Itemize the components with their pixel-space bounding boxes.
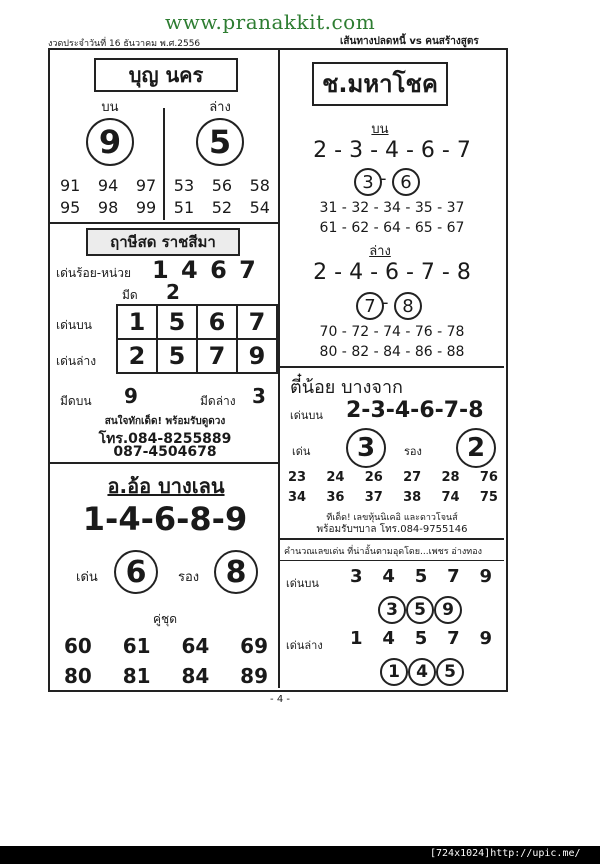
oraor-main: 1-4-6-8-9 bbox=[82, 500, 248, 538]
teenoi-num: 76 bbox=[479, 470, 498, 485]
chor-title: ช.มหาโชค bbox=[312, 62, 448, 106]
site-url: www.pranakkit.com bbox=[165, 10, 376, 34]
petch-bon-circles bbox=[378, 596, 462, 624]
teenoi-num: 26 bbox=[364, 470, 383, 485]
boon-num: 56 bbox=[211, 176, 233, 195]
boon-num: 99 bbox=[135, 198, 157, 217]
teenoi-num: 37 bbox=[364, 490, 383, 505]
teenoi-note-2: พร้อมรับฯบาล โทร.084-9755146 bbox=[316, 524, 468, 535]
teenoi-num: 36 bbox=[326, 490, 345, 505]
boon-num: 97 bbox=[135, 176, 157, 195]
rusi-midbon-value: 9 bbox=[124, 384, 138, 408]
petch-bon-digits bbox=[350, 566, 492, 587]
teenoi-num: 24 bbox=[326, 470, 345, 485]
petch-bon-circle: 9 bbox=[434, 596, 462, 624]
rusi-bon-digit: 6 bbox=[197, 305, 237, 339]
oraor-num: 89 bbox=[240, 664, 268, 688]
petch-bon-digit: 3 bbox=[350, 566, 363, 587]
petch-lang-digit: 5 bbox=[414, 628, 428, 649]
rusi-bon-digit: 1 bbox=[117, 305, 157, 339]
chor-lang-main: 2 - 4 - 6 - 7 - 8 bbox=[313, 260, 471, 285]
boon-lang-circle: 5 bbox=[196, 118, 244, 166]
oraor-num: 69 bbox=[240, 634, 268, 658]
rusi-phone-2: 087-4504678 bbox=[113, 444, 217, 460]
chor-bon-circle-1: 3 bbox=[354, 168, 382, 196]
rusi-midbon-label: มีดบน bbox=[60, 394, 92, 408]
boon-num: 58 bbox=[249, 176, 270, 195]
teenoi-den-label: เด่น bbox=[292, 445, 311, 458]
chor-bon-row: 31 - 32 - 34 - 35 - 37 bbox=[319, 200, 465, 216]
oraor-den-circle: 6 bbox=[114, 550, 158, 594]
rusi-mid-label: มีด bbox=[122, 288, 138, 302]
teenoi-num: 74 bbox=[441, 490, 460, 505]
petch-bon-circle: 5 bbox=[406, 596, 434, 624]
teenoi-title: ตี๋น้อย บางจาก bbox=[290, 377, 403, 398]
teenoi-row-1 bbox=[288, 470, 498, 485]
boon-num: 52 bbox=[211, 198, 233, 217]
section-divider bbox=[280, 366, 504, 368]
petch-lang-circle: 1 bbox=[380, 658, 408, 686]
rusi-midlang-label: มีดล่าง bbox=[200, 394, 236, 408]
petch-bon-circle: 3 bbox=[378, 596, 406, 624]
petch-lang-digit: 1 bbox=[350, 628, 363, 649]
chor-dash: - bbox=[382, 292, 389, 313]
boon-num: 95 bbox=[60, 198, 81, 217]
rusi-bon-digit: 5 bbox=[157, 305, 197, 339]
boon-num: 53 bbox=[173, 176, 195, 195]
petch-lang-digit: 9 bbox=[479, 628, 492, 649]
column-divider bbox=[278, 50, 280, 688]
petch-lang-digits bbox=[350, 628, 492, 649]
section-divider bbox=[50, 462, 278, 464]
oraor-den-label: เด่น bbox=[76, 570, 98, 585]
rusi-grid bbox=[116, 304, 278, 374]
rusi-lang-digit: 7 bbox=[197, 339, 237, 373]
section-divider bbox=[280, 538, 504, 540]
rusi-phone-1: โทร.084-8255889 bbox=[98, 431, 232, 447]
chor-lang-circle-2: 8 bbox=[394, 292, 422, 320]
boon-lang-label: ล่าง bbox=[209, 100, 231, 115]
chor-bon-label: บน bbox=[371, 122, 389, 137]
rusi-lead-label: เด่นร้อย-หน่วย bbox=[56, 266, 131, 280]
boon-row-1 bbox=[60, 176, 270, 195]
chor-bon-main: 2 - 3 - 4 - 6 - 7 bbox=[313, 138, 471, 163]
teenoi-num: 23 bbox=[288, 470, 307, 485]
boon-bon-circle: 9 bbox=[86, 118, 134, 166]
oraor-num: 80 bbox=[64, 664, 92, 688]
petch-bon-digit: 9 bbox=[479, 566, 492, 587]
column-title: เส้นทางปลดหนี้ vs คนสร้างสูตร bbox=[340, 36, 479, 47]
boon-num: 54 bbox=[249, 198, 270, 217]
rusi-lead-digits: 1 4 6 7 bbox=[152, 256, 258, 284]
section-divider bbox=[50, 222, 278, 224]
petch-lang-label: เด่นล่าง bbox=[286, 639, 323, 652]
teenoi-denbon: 2-3-4-6-7-8 bbox=[346, 398, 484, 423]
petch-bon-digit: 4 bbox=[382, 566, 395, 587]
teenoi-num: 34 bbox=[288, 490, 307, 505]
petch-lang-digit: 4 bbox=[382, 628, 395, 649]
rusi-title: ฤาษีสด ราชสีมา bbox=[86, 228, 240, 256]
rusi-bon-digit: 7 bbox=[237, 305, 277, 339]
teenoi-num: 27 bbox=[403, 470, 422, 485]
boon-num: 94 bbox=[97, 176, 119, 195]
teenoi-den-circle: 3 bbox=[346, 428, 386, 468]
page-number: - 4 - bbox=[270, 694, 290, 705]
chor-dash: - bbox=[380, 168, 387, 189]
teenoi-num: 28 bbox=[441, 470, 460, 485]
petch-bon-digit: 5 bbox=[414, 566, 428, 587]
section-divider bbox=[280, 560, 504, 561]
chor-bon-circle-2: 6 bbox=[392, 168, 420, 196]
teenoi-rong-circle: 2 bbox=[456, 428, 496, 468]
petch-lang-circle: 5 bbox=[436, 658, 464, 686]
date-header: งวดประจำวันที่ 16 ธันวาคม พ.ศ.2556 bbox=[48, 39, 201, 49]
oraor-num: 60 bbox=[64, 634, 92, 658]
petch-title: คำนวณเลขเด่น ที่น่าอั้นตามอุดโดย...เพชร อ่างทอง bbox=[284, 547, 483, 557]
oraor-pair-label: คู่ชุด bbox=[153, 612, 177, 626]
oraor-num: 61 bbox=[122, 634, 151, 658]
rusi-lang-digit: 2 bbox=[117, 339, 157, 373]
oraor-rong-circle: 8 bbox=[214, 550, 258, 594]
oraor-num: 81 bbox=[122, 664, 151, 688]
chor-lang-label: ล่าง bbox=[369, 244, 391, 259]
chor-lang-circle-1: 7 bbox=[356, 292, 384, 320]
petch-bon-label: เด่นบน bbox=[286, 577, 319, 590]
rusi-lang-label: เด่นล่าง bbox=[56, 354, 97, 368]
boon-bon-label: บน bbox=[101, 100, 119, 115]
petch-lang-circle: 4 bbox=[408, 658, 436, 686]
oraor-title: อ.อ้อ บางเลน bbox=[107, 474, 225, 498]
chor-lang-row: 80 - 82 - 84 - 86 - 88 bbox=[319, 344, 465, 360]
oraor-num: 84 bbox=[181, 664, 210, 688]
footer-link[interactable]: [724x1024]http://upic.me/ bbox=[430, 848, 581, 859]
boon-num: 91 bbox=[60, 176, 81, 195]
rusi-lang-digit: 5 bbox=[157, 339, 197, 373]
boon-title: บุญ นคร bbox=[94, 58, 238, 92]
chor-bon-row: 61 - 62 - 64 - 65 - 67 bbox=[319, 220, 465, 236]
rusi-lang-digit: 9 bbox=[237, 339, 277, 373]
teenoi-rong-label: รอง bbox=[404, 445, 422, 458]
teenoi-note-1: ทีเด็ด! เลขหุ้นนิเคอิ และดาวโจนส์ bbox=[326, 513, 458, 523]
petch-bon-digit: 7 bbox=[447, 566, 460, 587]
oraor-num: 64 bbox=[181, 634, 210, 658]
boon-num: 98 bbox=[97, 198, 119, 217]
boon-num: 51 bbox=[173, 198, 195, 217]
petch-lang-circles bbox=[380, 658, 464, 686]
oraor-row-2 bbox=[64, 664, 268, 688]
oraor-row-1 bbox=[64, 634, 268, 658]
rusi-mid-value: 2 bbox=[166, 280, 180, 304]
chor-lang-row: 70 - 72 - 74 - 76 - 78 bbox=[319, 324, 465, 340]
petch-lang-digit: 7 bbox=[447, 628, 460, 649]
oraor-rong-label: รอง bbox=[178, 570, 200, 585]
boon-row-2 bbox=[60, 198, 270, 217]
rusi-bon-label: เด่นบน bbox=[56, 318, 92, 332]
teenoi-row-2 bbox=[288, 490, 498, 505]
rusi-midlang-value: 3 bbox=[252, 384, 266, 408]
teenoi-num: 38 bbox=[403, 490, 422, 505]
teenoi-num: 75 bbox=[479, 490, 498, 505]
teenoi-denbon-label: เด่นบน bbox=[290, 409, 323, 422]
rusi-contact: สนใจทักเด็ด! พร้อมรับดูดวง bbox=[104, 416, 226, 427]
